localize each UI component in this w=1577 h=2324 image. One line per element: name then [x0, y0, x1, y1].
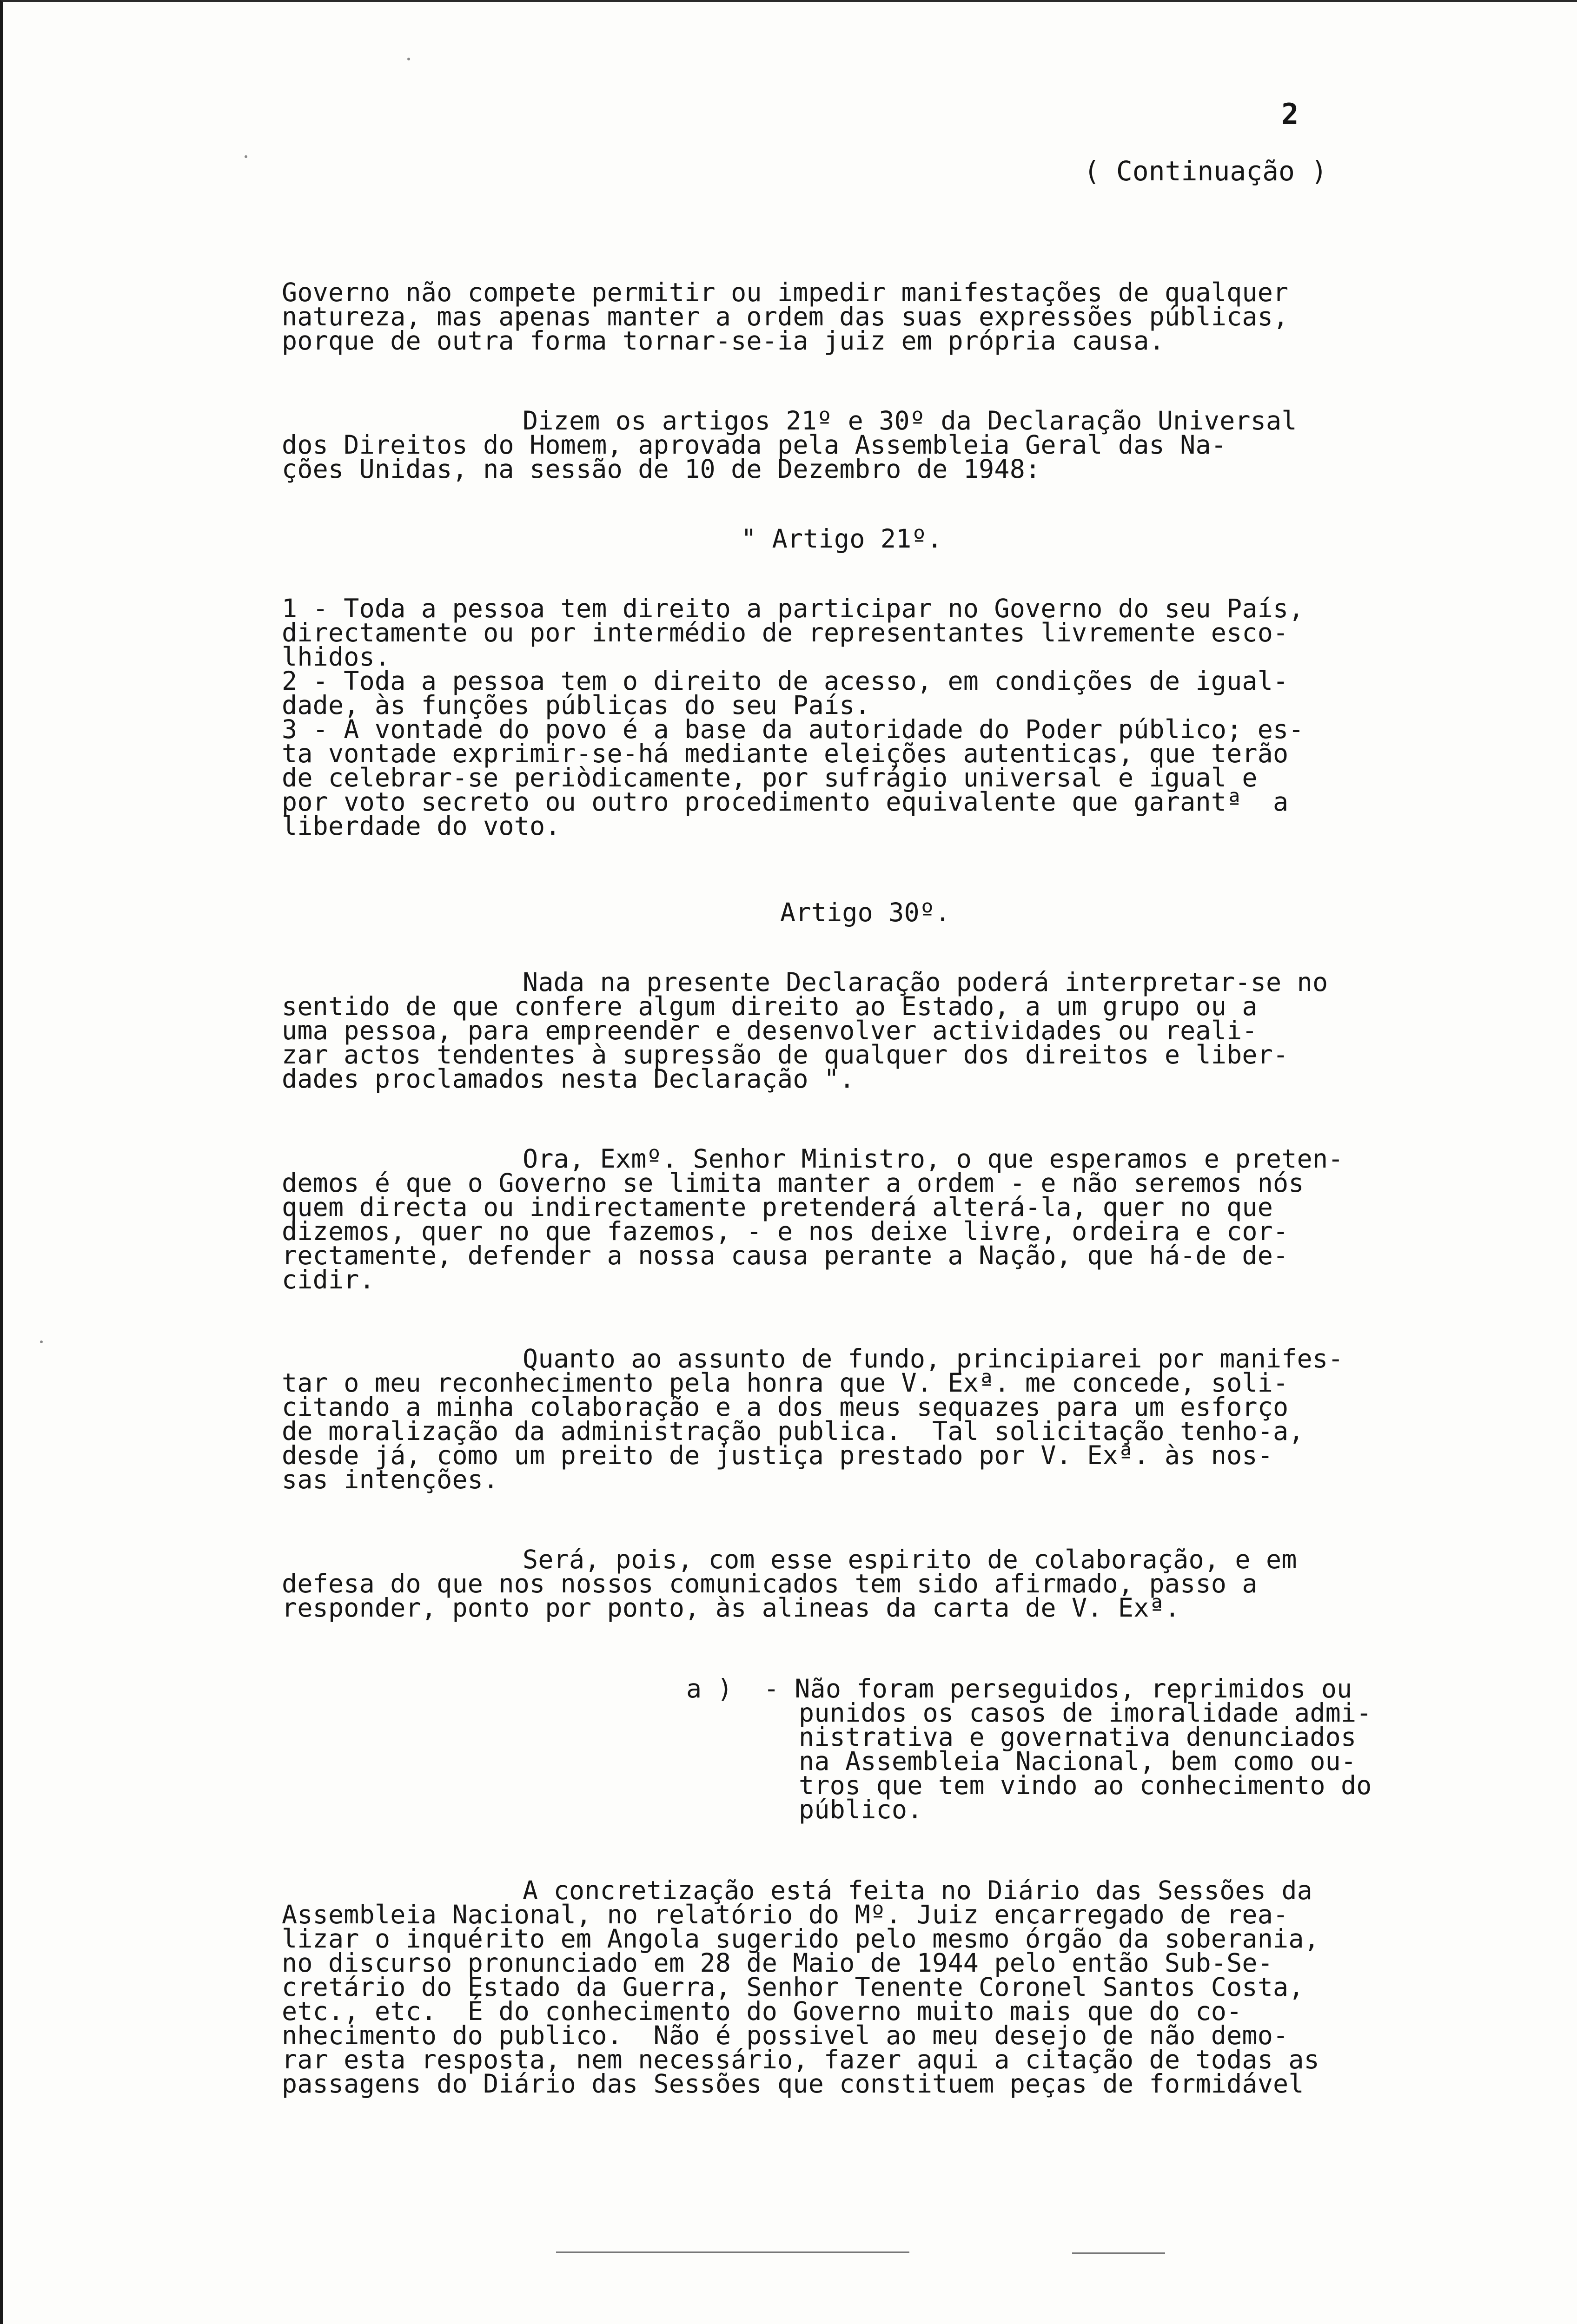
text-line: ta vontade exprimir-se-há mediante eleições autenticas, que terão — [282, 739, 1289, 768]
text-line: dizemos, quer no que fazemos, - e nos deixe livre, ordeira e cor- — [282, 1216, 1289, 1246]
text-line: liberdade do voto. — [282, 811, 561, 841]
text-line: Governo não compete permitir ou impedir manifestações de qualquer — [282, 277, 1289, 307]
text-line: demos é que o Governo se limita manter a ordem - e não seremos nós — [282, 1168, 1304, 1198]
scan-speck — [245, 155, 247, 158]
text-line: desde já, como um preito de justiça prestado por V. Exª. às nos- — [282, 1440, 1273, 1470]
text-line: uma pessoa, para empreender e desenvolver actividades ou reali- — [282, 1016, 1258, 1045]
text-line: passagens do Diário das Sessões que constituem peças de formidável — [282, 2069, 1304, 2099]
text-line: sas intenções. — [282, 1465, 499, 1494]
text-line: Nada na presente Declaração poderá interpretar-se no — [523, 967, 1328, 997]
text-line: zar actos tendentes à supressão de qualquer dos direitos e liber- — [282, 1040, 1289, 1070]
text-line: ções Unidas, na sessão de 10 de Dezembro de 1948: — [282, 454, 1041, 484]
text-line: 2 - Toda a pessoa tem o direito de acesso, em condições de igual- — [282, 666, 1289, 696]
text-line: nhecimento do publico. Não é possivel ao meu desejo de não demo- — [282, 2020, 1289, 2050]
text-line: Assembleia Nacional, no relatório do Mº. Juiz encarregado de rea- — [282, 1900, 1289, 1929]
scan-rule — [1072, 2252, 1165, 2254]
text-line: dos Direitos do Homem, aprovada pela Assembleia Geral das Na- — [282, 430, 1227, 460]
scan-speck — [407, 58, 410, 60]
text-line: responder, ponto por ponto, às alineas da carta de V. Exª. — [282, 1593, 1180, 1623]
text-line: Ora, Exmº. Senhor Ministro, o que esperamos e preten- — [523, 1144, 1344, 1174]
alinea-a-line: na Assembleia Nacional, bem como ou- — [799, 1746, 1357, 1776]
scan-rule — [556, 2251, 909, 2253]
text-line: por voto secreto ou outro procedimento equivalente que garantª a — [282, 787, 1289, 817]
text-line: rar esta resposta, nem necessário, fazer aqui a citação de todas as — [282, 2045, 1319, 2074]
text-line: de moralização da administração publica. Tal solicitação tenho-a, — [282, 1416, 1304, 1446]
text-line: tar o meu reconhecimento pela honra que V. Exª. me concede, soli- — [282, 1368, 1289, 1398]
text-line: sentido de que confere algum direito ao Estado, a um grupo ou a — [282, 991, 1258, 1021]
alinea-a-line: nistrativa e governativa denunciados — [799, 1722, 1357, 1752]
text-line: natureza, mas apenas manter a ordem das suas expressões públicas, — [282, 302, 1289, 331]
text-line: Dizem os artigos 21º e 30º da Declaração Universal — [523, 406, 1297, 436]
text-line: cretário do Estado da Guerra, Senhor Tenente Coronel Santos Costa, — [282, 1972, 1304, 2002]
alinea-a-line: a ) - Não foram perseguidos, reprimidos ou — [686, 1674, 1352, 1703]
article-heading: " Artigo 21º. — [741, 524, 943, 554]
article-heading: Artigo 30º. — [780, 898, 951, 927]
text-line: citando a minha colaboração e a dos meus sequazes para um esforço — [282, 1392, 1289, 1422]
text-line: dade, às funções públicas do seu País. — [282, 690, 870, 720]
text-line: etc., etc. É do conhecimento do Governo muito mais que do co- — [282, 1996, 1242, 2026]
text-line: directamente ou por intermédio de representantes livremente esco- — [282, 618, 1289, 647]
text-line: lhidos. — [282, 642, 391, 672]
text-line: defesa do que nos nossos comunicados tem sido afirmado, passo a — [282, 1569, 1258, 1598]
alinea-a-line: público. — [799, 1795, 923, 1824]
text-line: 1 - Toda a pessoa tem direito a participar no Governo do seu País, — [282, 594, 1304, 623]
scan-speck — [40, 1340, 43, 1343]
page-number: 2 — [1281, 97, 1299, 131]
text-line: dades proclamados nesta Declaração ". — [282, 1064, 855, 1094]
alinea-a-line: punidos os casos de imoralidade admi- — [799, 1698, 1372, 1728]
text-line: rectamente, defender a nossa causa perante a Nação, que há-de de- — [282, 1241, 1289, 1270]
text-line: de celebrar-se periòdicamente, por sufrágio universal e igual e — [282, 763, 1258, 792]
text-line: Será, pois, com esse espirito de colaboração, e em — [523, 1545, 1297, 1574]
alinea-a-line: tros que tem vindo ao conhecimento do — [799, 1770, 1372, 1800]
text-line: 3 - A vontade do povo é a base da autoridade do Poder público; es- — [282, 714, 1304, 744]
text-line: Quanto ao assunto de fundo, principiarei por manifes- — [523, 1344, 1344, 1373]
text-line: lizar o inquérito em Angola sugerido pelo mesmo órgão da soberania, — [282, 1924, 1319, 1954]
text-line: quem directa ou indirectamente pretenderá alterá-la, quer no que — [282, 1192, 1273, 1222]
text-line: no discurso pronunciado em 28 de Maio de 1944 pelo então Sub-Se- — [282, 1948, 1273, 1978]
text-line: cidir. — [282, 1265, 375, 1294]
text-line: A concretização está feita no Diário das Sessões da — [523, 1875, 1312, 1905]
text-line: porque de outra forma tornar-se-ia juiz em própria causa. — [282, 326, 1165, 356]
continuation-heading: ( Continuação ) — [1084, 155, 1327, 187]
